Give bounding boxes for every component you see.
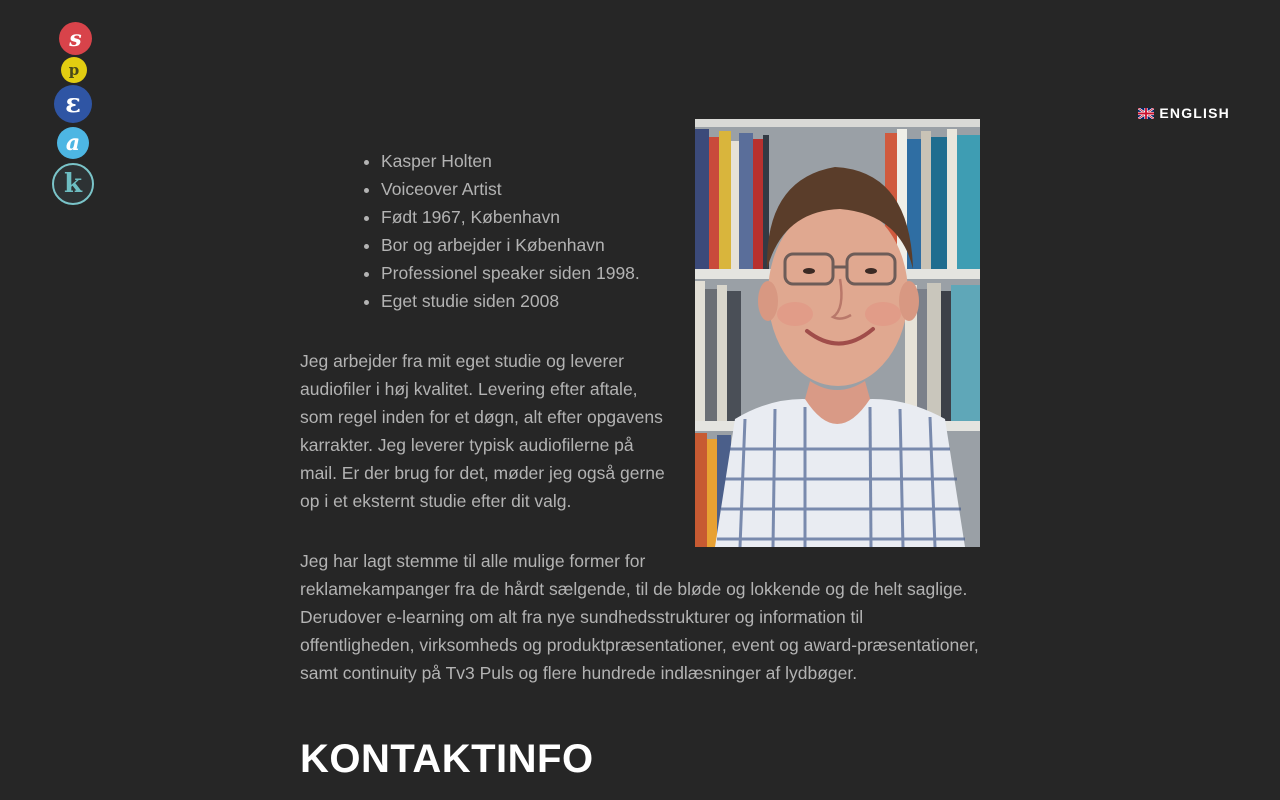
list-item: • Kasper Holten <box>381 147 980 175</box>
site-logo[interactable] <box>50 20 96 206</box>
language-switch-english[interactable] <box>1138 105 1230 121</box>
uk-flag-icon <box>1138 108 1154 119</box>
list-item: • Født 1967, København <box>381 203 980 231</box>
logo-letter-k: k <box>52 163 94 205</box>
logo-letter-s: s <box>59 22 92 55</box>
experience-paragraph: Jeg har lagt stemme til alle mulige former for reklamekampanger fra de hårdt sælgende, til de bløde og lokkende og de helt saglige. Derudover e-learning om alt fra nye sundhedsstrukturer og information til offentligheden, virksomheds og produktpræsentationer, event og award-præsentationer, samt continuity på Tv3 Puls og flere hundrede indlæsninger af lydbøger. <box>300 551 979 683</box>
profile-photo <box>695 119 980 547</box>
contact-heading: KONTAKTINFO <box>300 737 594 781</box>
logo-letter-e: ε <box>54 85 92 123</box>
list-item: • Bor og arbejder i København <box>381 231 980 259</box>
list-item: • Voiceover Artist <box>381 175 980 203</box>
logo-letter-p: p <box>61 57 87 83</box>
language-switch-label: ENGLISH <box>1159 105 1230 121</box>
portrait-image <box>695 119 980 547</box>
list-item: • Professionel speaker siden 1998. <box>381 259 980 287</box>
logo-letter-a: a <box>57 127 89 159</box>
main-content <box>300 119 980 783</box>
intro-paragraph: Jeg arbejder fra mit eget studie og leverer audiofiler i høj kvalitet. Levering efter aftale, som regel inden for et døgn, alt efter opgavens karrakter. Jeg leverer typisk audiofilerne på mail. Er der brug for det, møder jeg også gerne op i et eksternt studie efter dit valg. <box>300 351 665 511</box>
list-item: • Eget studie siden 2008 <box>381 287 980 315</box>
